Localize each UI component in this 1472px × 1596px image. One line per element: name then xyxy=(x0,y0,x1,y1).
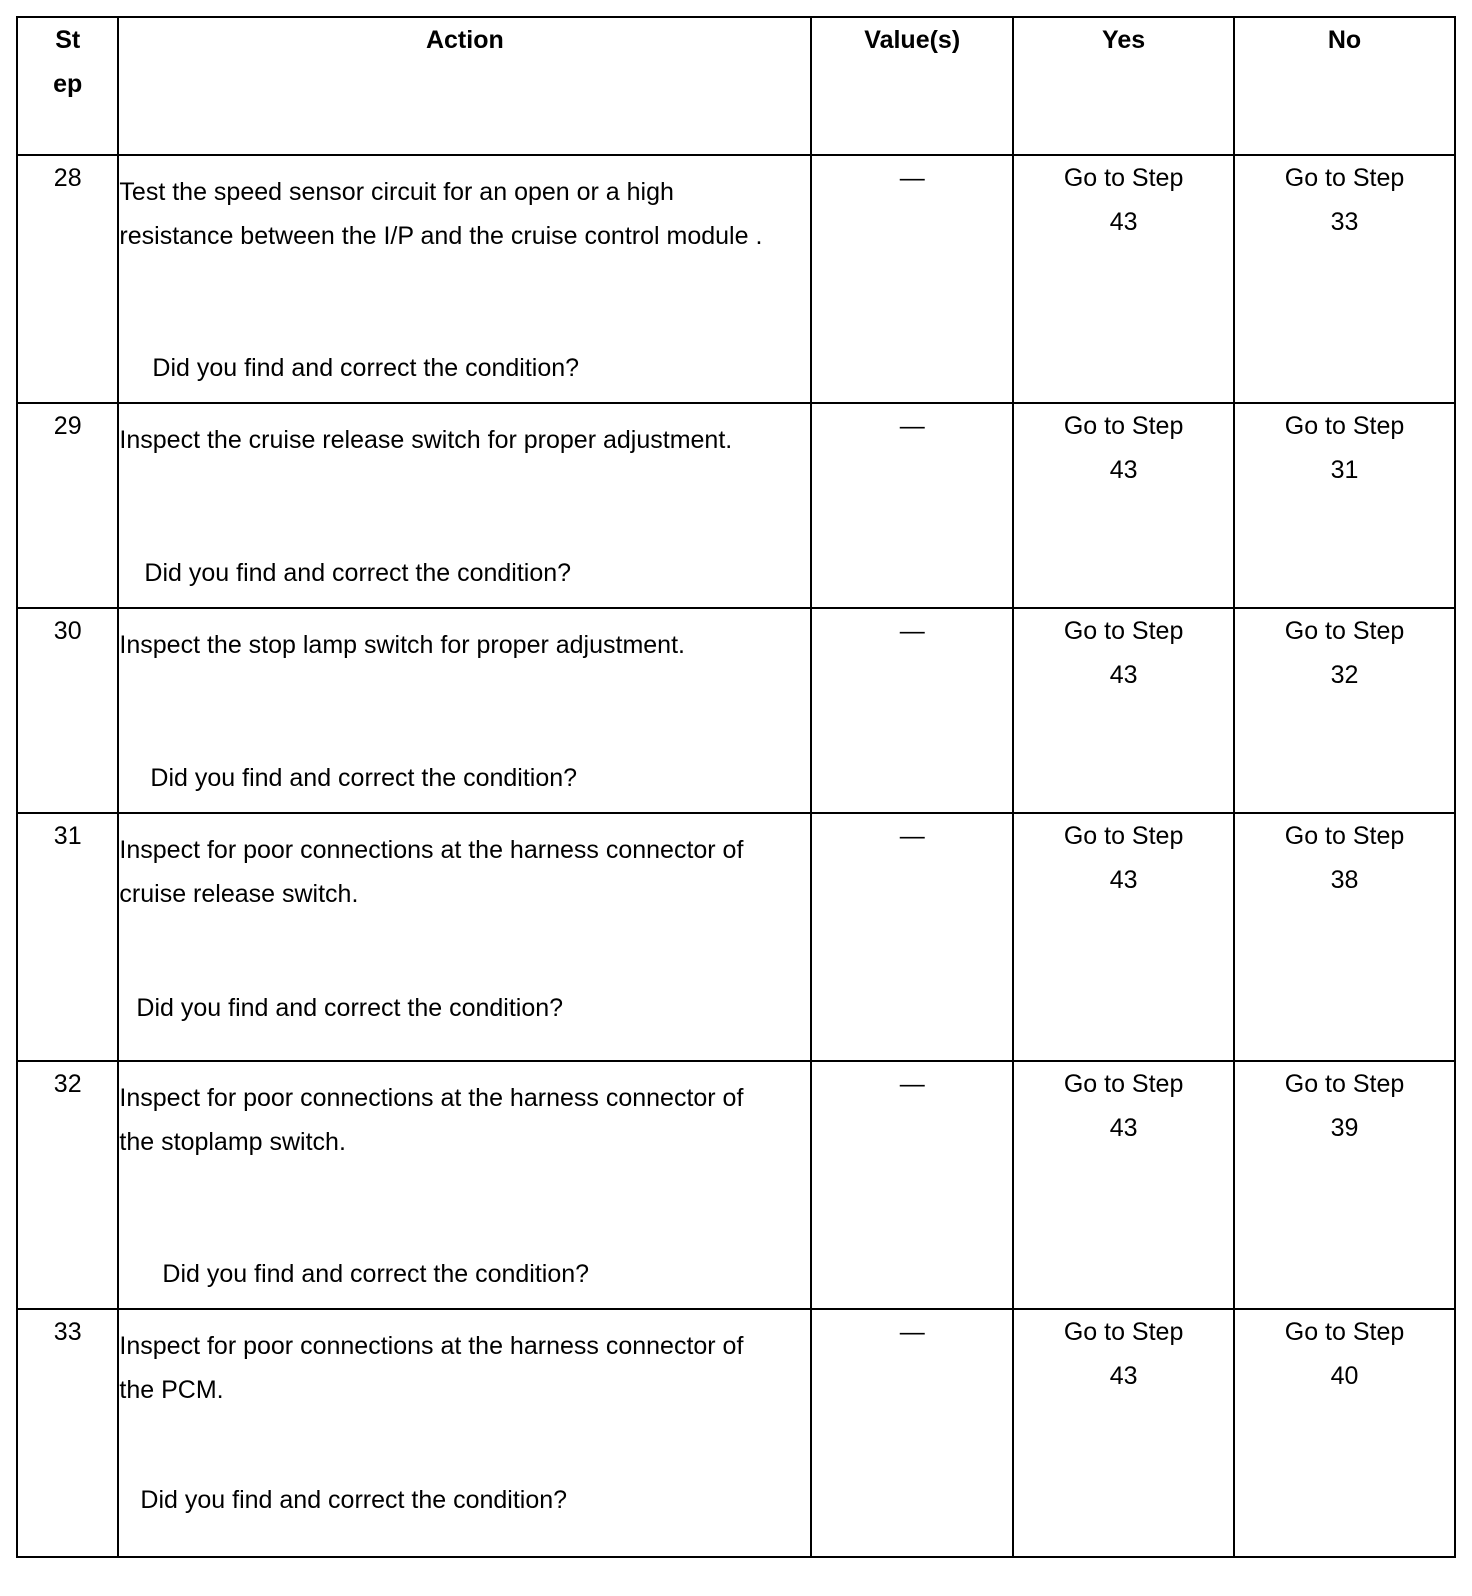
goto-label: Go to Step xyxy=(1284,1318,1405,1346)
action-text: Inspect the cruise release switch for proper adjustment. xyxy=(119,426,733,454)
action-cell xyxy=(118,155,811,403)
no-step: 38 xyxy=(1330,866,1359,894)
header-action: Action xyxy=(118,17,811,155)
yes-goto xyxy=(1013,1061,1234,1309)
action-cell xyxy=(118,403,811,608)
goto-label: Go to Step xyxy=(1063,1318,1184,1346)
step-number: 33 xyxy=(17,1309,118,1557)
value-cell: — xyxy=(811,1061,1013,1309)
goto-label: Go to Step xyxy=(1063,617,1184,645)
table-row xyxy=(17,1309,1455,1557)
yes-goto xyxy=(1013,608,1234,813)
goto-label: Go to Step xyxy=(1063,822,1184,850)
step-number: 30 xyxy=(17,608,118,813)
action-text: Inspect for poor connections at the harness connector of the stoplamp switch. xyxy=(119,1084,744,1156)
table-header-row xyxy=(17,17,1455,155)
yes-step: 43 xyxy=(1109,866,1138,894)
no-goto xyxy=(1234,403,1455,608)
goto-label: Go to Step xyxy=(1063,164,1184,192)
value-cell: — xyxy=(811,1309,1013,1557)
diagnostic-table xyxy=(16,16,1456,1558)
goto-label: Go to Step xyxy=(1284,164,1405,192)
yes-step: 43 xyxy=(1109,456,1138,484)
no-step: 31 xyxy=(1330,456,1359,484)
no-step: 33 xyxy=(1330,208,1359,236)
header-yes: Yes xyxy=(1013,17,1234,155)
value-cell: — xyxy=(811,403,1013,608)
yes-goto xyxy=(1013,403,1234,608)
no-goto xyxy=(1234,1061,1455,1309)
action-cell xyxy=(118,1061,811,1309)
action-text: Inspect for poor connections at the harness connector of the PCM. xyxy=(119,1332,744,1404)
yes-step: 43 xyxy=(1109,1114,1138,1142)
step-number: 31 xyxy=(17,813,118,1061)
action-cell xyxy=(118,608,811,813)
action-text: Inspect for poor connections at the harness connector of cruise release switch. xyxy=(119,836,744,908)
goto-label: Go to Step xyxy=(1284,617,1405,645)
yes-goto xyxy=(1013,1309,1234,1557)
action-cell xyxy=(118,1309,811,1557)
yes-goto xyxy=(1013,813,1234,1061)
goto-label: Go to Step xyxy=(1063,1070,1184,1098)
action-cell xyxy=(118,813,811,1061)
action-question: Did you find and correct the condition? xyxy=(144,559,572,587)
step-number: 28 xyxy=(17,155,118,403)
no-goto xyxy=(1234,608,1455,813)
no-goto xyxy=(1234,813,1455,1061)
yes-step: 43 xyxy=(1109,661,1138,689)
no-goto xyxy=(1234,1309,1455,1557)
action-text: Inspect the stop lamp switch for proper adjustment. xyxy=(119,631,685,659)
no-step: 40 xyxy=(1330,1362,1359,1390)
goto-label: Go to Step xyxy=(1063,412,1184,440)
step-number: 29 xyxy=(17,403,118,608)
table-row xyxy=(17,813,1455,1061)
table-row xyxy=(17,155,1455,403)
goto-label: Go to Step xyxy=(1284,822,1405,850)
action-question: Did you find and correct the condition? xyxy=(140,1486,568,1514)
table-row xyxy=(17,1061,1455,1309)
header-step-line2: ep xyxy=(53,70,83,98)
goto-label: Go to Step xyxy=(1284,1070,1405,1098)
action-question: Did you find and correct the condition? xyxy=(162,1260,590,1288)
table-row xyxy=(17,608,1455,813)
goto-label: Go to Step xyxy=(1284,412,1405,440)
table-row xyxy=(17,403,1455,608)
yes-step: 43 xyxy=(1109,208,1138,236)
action-text: Test the speed sensor circuit for an open or a high resistance between the I/P and the cruise control module . xyxy=(119,178,763,250)
value-cell: — xyxy=(811,608,1013,813)
yes-step: 43 xyxy=(1109,1362,1138,1390)
value-cell: — xyxy=(811,155,1013,403)
action-question: Did you find and correct the condition? xyxy=(152,354,580,382)
header-no: No xyxy=(1234,17,1455,155)
action-question: Did you find and correct the condition? xyxy=(136,994,564,1022)
header-step-line1: St xyxy=(55,26,81,54)
header-step xyxy=(17,17,118,155)
no-goto xyxy=(1234,155,1455,403)
header-values: Value(s) xyxy=(811,17,1013,155)
no-step: 39 xyxy=(1330,1114,1359,1142)
step-number: 32 xyxy=(17,1061,118,1309)
yes-goto xyxy=(1013,155,1234,403)
no-step: 32 xyxy=(1330,661,1359,689)
action-question: Did you find and correct the condition? xyxy=(150,764,578,792)
value-cell: — xyxy=(811,813,1013,1061)
